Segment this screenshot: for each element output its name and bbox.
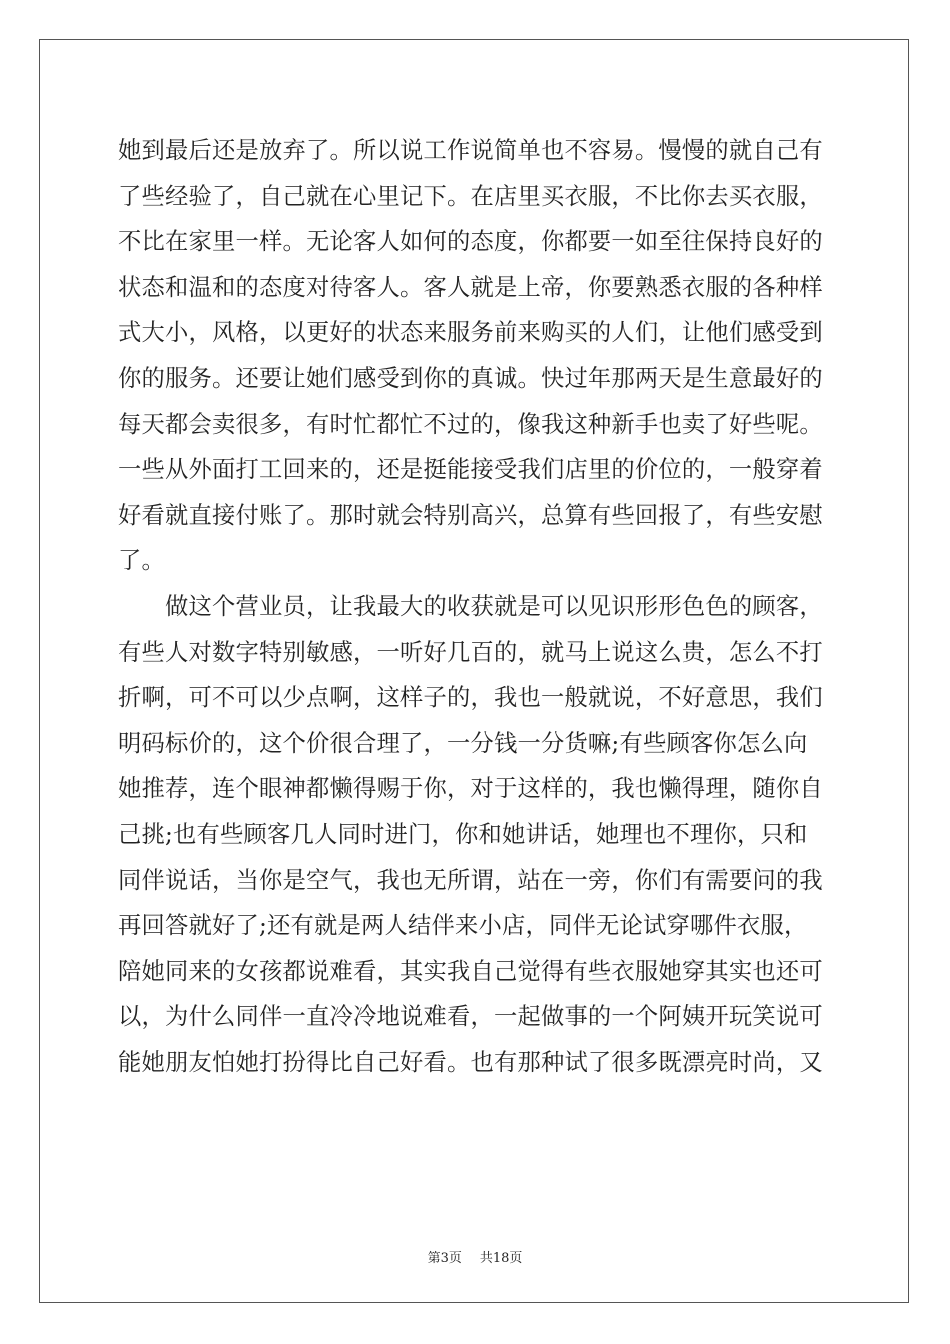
page-footer [0,1247,950,1266]
text-line: 状态和温和的态度对待客人。客人就是上帝，你要熟悉衣服的各种样 [118,273,823,301]
text-line: 她推荐，连个眼神都懒得赐于你，对于这样的，我也懒得理，随你自 [118,775,823,803]
text-line: 以，为什么同伴一直冷冷地说难看，一起做事的一个阿姨开玩笑说可 [118,1003,823,1031]
text-line: 做这个营业员，让我最大的收获就是可以见识形形色色的顾客， [118,592,823,620]
text-line: 一些从外面打工回来的，还是挺能接受我们店里的价位的，一般穿着 [118,456,823,484]
text-line: 了些经验了，自己就在心里记下。在店里买衣服，不比你去买衣服， [118,182,823,210]
text-line: 同伴说话，当你是空气，我也无所谓，站在一旁，你们有需要问的我 [118,866,823,894]
text-line: 能她朋友怕她打扮得比自己好看。也有那种试了很多既漂亮时尚，又 [118,1048,823,1076]
page-total: 共18页 [479,1251,523,1266]
text-line: 再回答就好了;还有就是两人结伴来小店，同伴无论试穿哪件衣服， [118,912,808,940]
document-body [118,128,836,1085]
text-line: 己挑;也有些顾客几人同时进门，你和她讲话，她理也不理你，只和 [118,820,808,848]
text-line: 明码标价的，这个价很合理了，一分钱一分货嘛;有些顾客你怎么向 [118,729,808,757]
text-line: 好看就直接付账了。那时就会特别高兴，总算有些回报了，有些安慰 [118,501,823,529]
text-line: 每天都会卖很多，有时忙都忙不过的，像我这种新手也卖了好些呢。 [118,410,823,438]
text-line: 不比在家里一样。无论客人如何的态度，你都要一如至往保持良好的 [118,228,823,256]
text-line: 有些人对数字特别敏感，一听好几百的，就马上说这么贵，怎么不打 [118,638,823,666]
text-line: 陪她同来的女孩都说难看，其实我自己觉得有些衣服她穿其实也还可 [118,957,823,985]
text-line: 式大小，风格，以更好的状态来服务前来购买的人们，让他们感受到 [118,319,823,347]
text-line: 她到最后还是放弃了。所以说工作说简单也不容易。慢慢的就自己有 [118,137,823,164]
text-line: 了。 [118,547,165,575]
text-line: 你的服务。还要让她们感受到你的真诚。快过年那两天是生意最好的 [118,364,823,392]
text-line: 折啊，可不可以少点啊，这样子的，我也一般就说，不好意思，我们 [118,684,823,712]
page-number: 第3页 [427,1251,462,1266]
